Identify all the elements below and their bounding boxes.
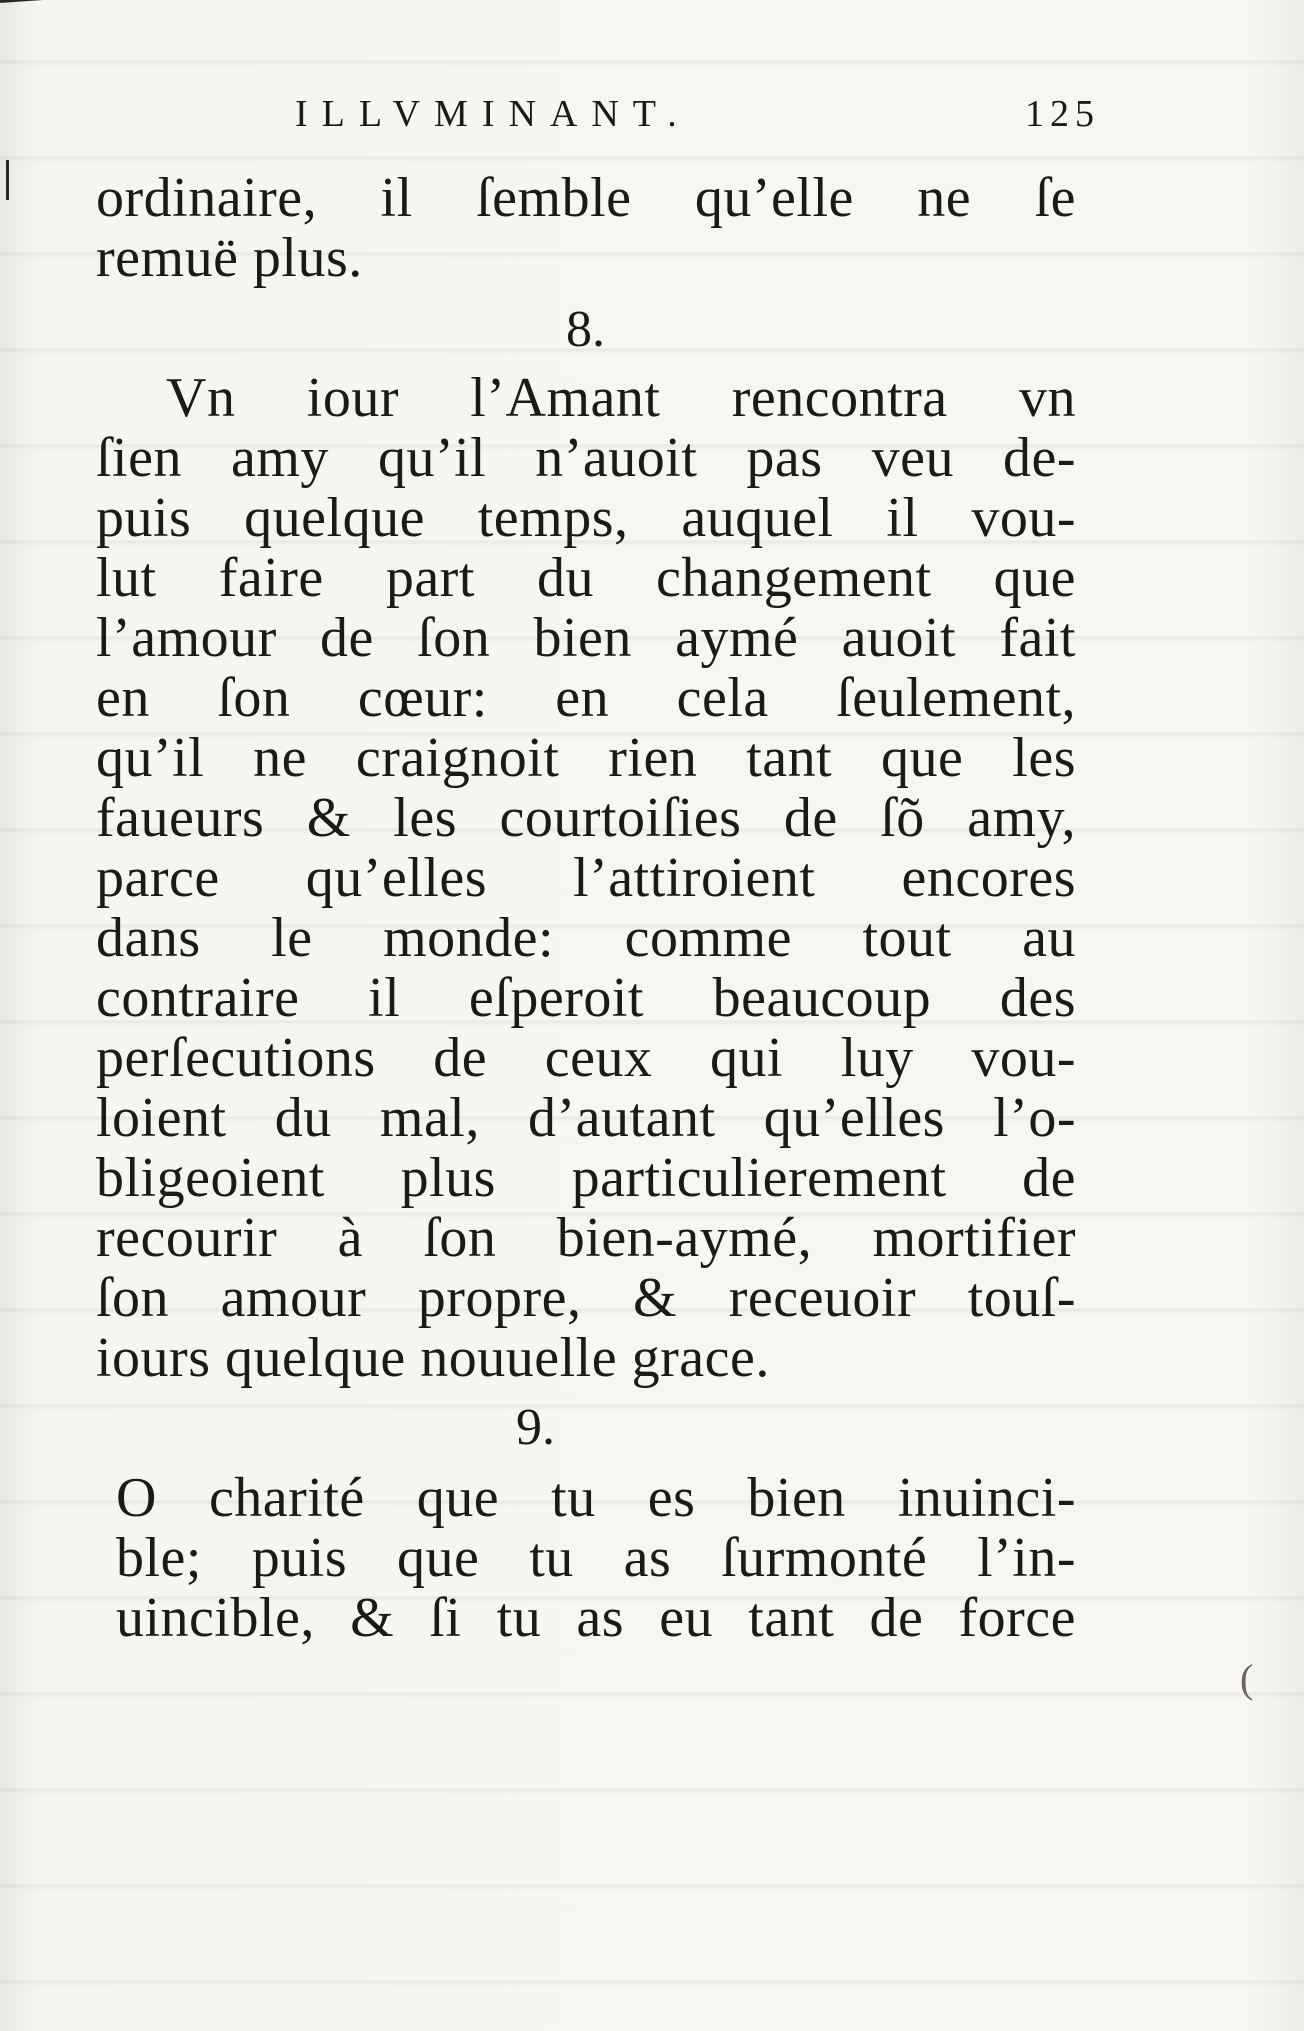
text-line: ſon amour propre, & receuoir touſ- <box>96 1267 1076 1329</box>
running-head <box>295 92 1100 152</box>
text-line: perſecutions de ceux qui luy vou- <box>96 1027 1076 1089</box>
text-line: ble; puis que tu as ſurmonté l’in- <box>116 1527 1076 1589</box>
text-line: en ſon cœur: en cela ſeulement, <box>96 667 1076 729</box>
text-line: ſien amy qu’il n’auoit pas veu de- <box>96 427 1076 489</box>
section-number-9: 9. <box>516 1399 555 1456</box>
text-line: contraire il eſperoit beaucoup des <box>96 967 1076 1029</box>
text-line: remuë plus. <box>96 227 363 289</box>
section-number-8: 8. <box>566 301 605 358</box>
text-line: puis quelque temps, auquel il vou- <box>96 487 1076 549</box>
text-line: parce qu’elles l’attiroient encores <box>96 847 1076 909</box>
margin-mark: ( <box>1240 1656 1254 1701</box>
text-line: qu’il ne craignoit rien tant que les <box>96 727 1076 789</box>
text-line: O charité que tu es bien inuinci- <box>116 1467 1076 1529</box>
text-line: dans le monde: comme tout au <box>96 907 1076 969</box>
corner-pen-mark <box>0 0 81 23</box>
text-line: faueurs & les courtoiſies de ſõ amy, <box>96 787 1076 849</box>
text-line: bligeoient plus particulierement de <box>96 1147 1076 1209</box>
text-line: l’amour de ſon bien aymé auoit fait <box>96 607 1076 669</box>
text-line: loient du mal, d’autant qu’elles l’o- <box>96 1087 1076 1149</box>
text-line: ordinaire, il ſemble qu’elle ne ſe <box>96 167 1076 229</box>
page-number: 125 <box>1025 93 1100 135</box>
text-line: iours quelque nouuelle grace. <box>96 1327 770 1389</box>
text-line: lut faire part du changement que <box>96 547 1076 609</box>
text-line: Vn iour l’Amant rencontra vn <box>166 367 1076 429</box>
text-line: uincible, & ſi tu as eu tant de force <box>116 1587 1076 1649</box>
left-edge-mark <box>6 160 9 200</box>
running-title: ILLVMINANT. <box>295 93 691 135</box>
text-line: recourir à ſon bien-aymé, mortifier <box>96 1207 1076 1269</box>
